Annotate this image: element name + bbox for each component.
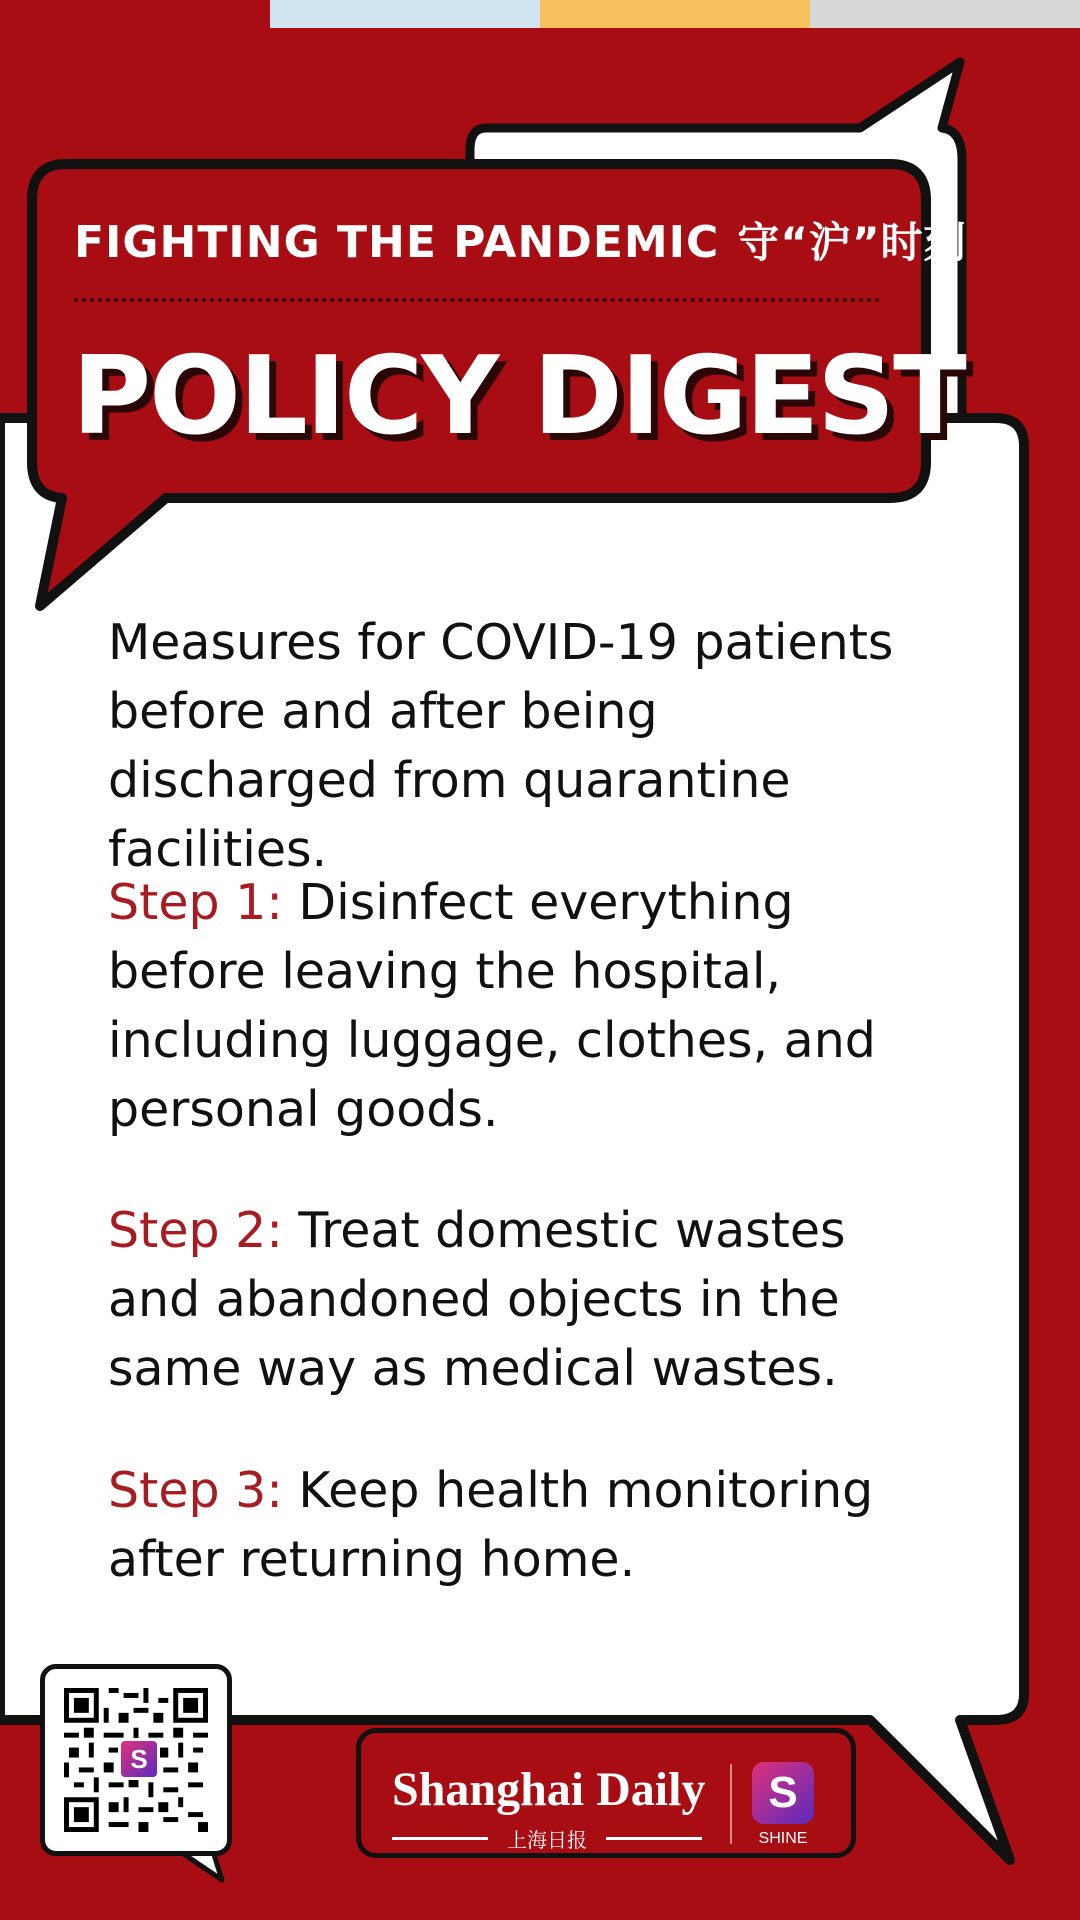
shine-logo-icon (752, 1762, 814, 1824)
step-3 (108, 1456, 938, 1594)
kicker-text: FIGHTING THE PANDEMIC (74, 217, 720, 268)
brand-name: Shanghai Daily (392, 1763, 706, 1816)
step-1-label: Step 1: (108, 874, 283, 931)
step-2 (108, 1196, 938, 1403)
intro-paragraph: Measures for COVID-19 patients before and after being discharged from quarantine facilities. (108, 614, 894, 878)
page-title: POLICY DIGEST (72, 334, 965, 459)
header-dotted-divider (74, 298, 880, 302)
brand-chinese-name: 上海日报 (507, 1828, 587, 1852)
step-1-text: Disinfect everything before leaving the hospital, including luggage, clothes, and personal goods. (108, 874, 876, 1138)
step-2-text: Treat domestic wastes and abandoned objects in the same way as medical wastes. (108, 1202, 846, 1397)
step-2-label: Step 2: (108, 1202, 283, 1259)
step-3-text: Keep health monitoring after returning home. (108, 1462, 874, 1588)
kicker-chinese-text: 守“沪”时刻 (737, 218, 967, 267)
brand-divider (730, 1764, 732, 1844)
shine-label: SHINE (758, 1830, 808, 1847)
header-kicker (74, 210, 967, 270)
qr-center-logo: S (118, 1738, 160, 1780)
shine-logo-letter: S (768, 1768, 798, 1817)
step-3-label: Step 3: (108, 1462, 283, 1519)
step-1 (108, 868, 938, 1144)
